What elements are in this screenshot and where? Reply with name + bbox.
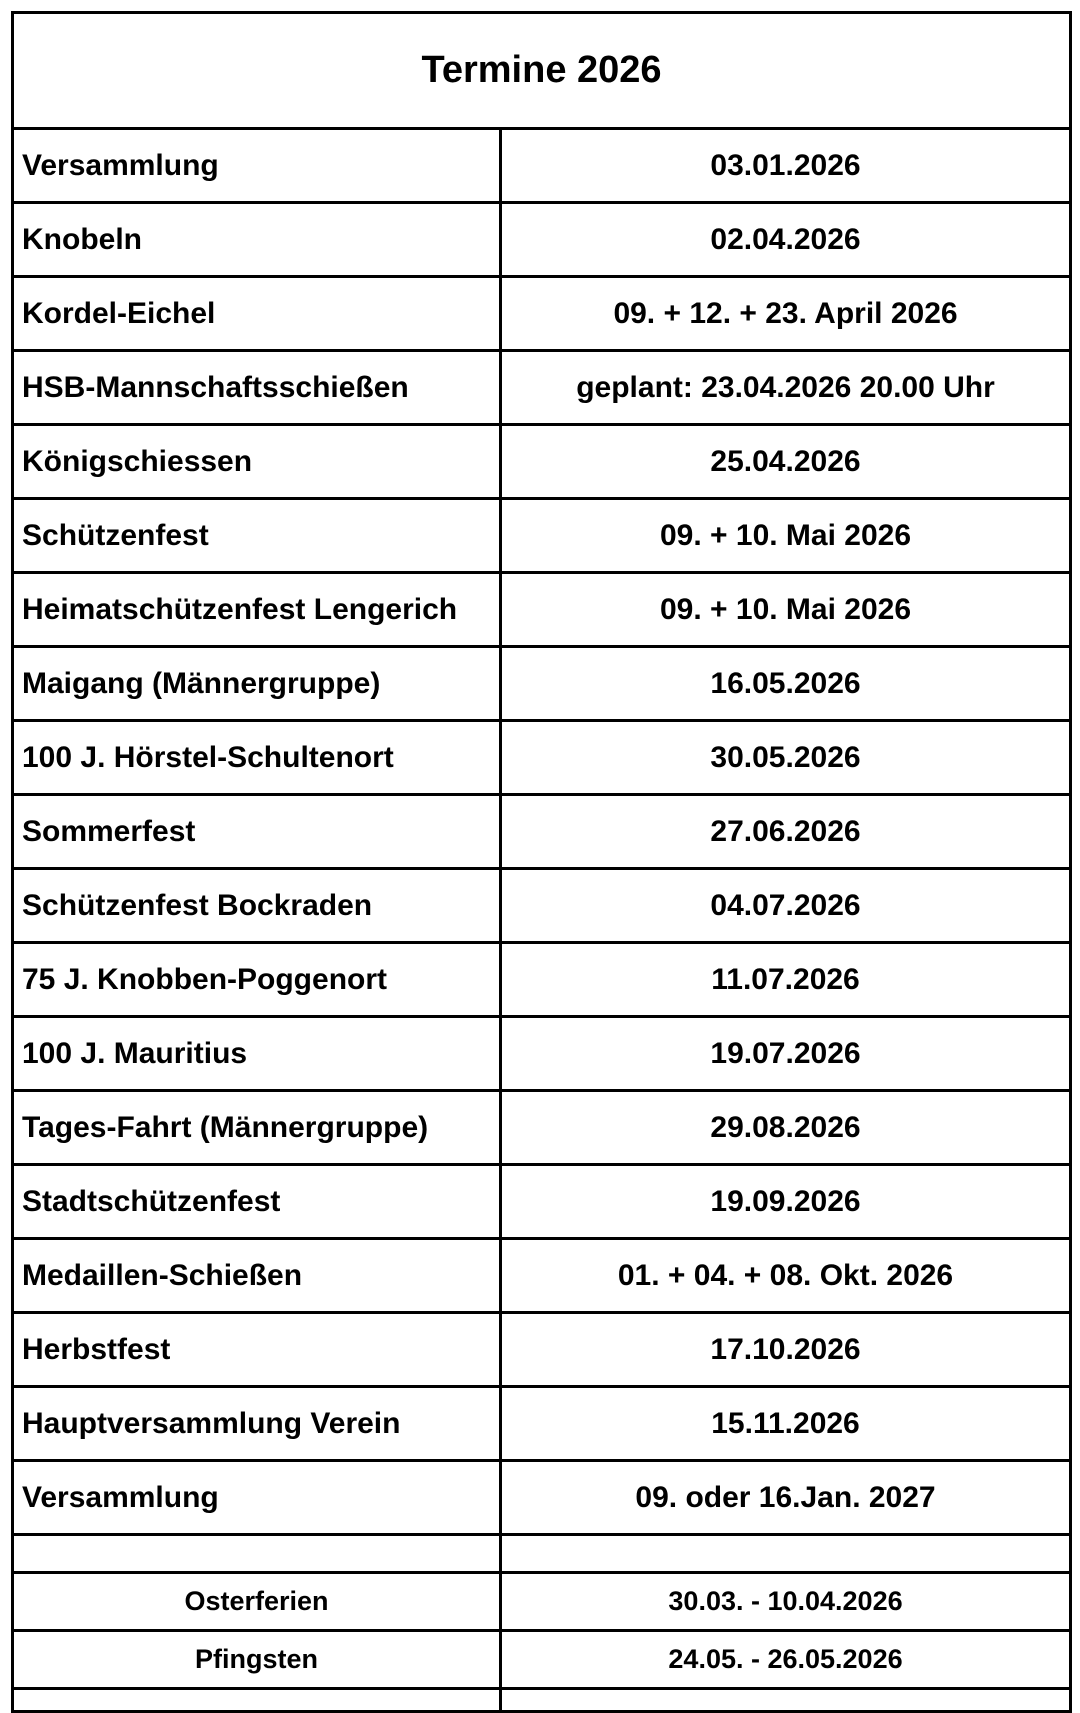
event-date: geplant: 23.04.2026 20.00 Uhr [501, 351, 1071, 425]
event-date: 30.05.2026 [501, 721, 1071, 795]
event-date: 11.07.2026 [501, 943, 1071, 1017]
event-row [13, 943, 1071, 1017]
event-row [13, 721, 1071, 795]
event-name: Versammlung [13, 129, 501, 203]
event-row [13, 1239, 1071, 1313]
empty-cell [13, 1689, 501, 1712]
event-name: Heimatschützenfest Lengerich [13, 573, 501, 647]
event-name: Maigang (Männergruppe) [13, 647, 501, 721]
spacer-row [13, 1535, 1071, 1573]
event-name: Herbstfest [13, 1313, 501, 1387]
event-row [13, 351, 1071, 425]
event-date: 19.07.2026 [501, 1017, 1071, 1091]
event-row [13, 869, 1071, 943]
event-row [13, 1387, 1071, 1461]
holiday-row [13, 1573, 1071, 1631]
event-name: Knobeln [13, 203, 501, 277]
event-date: 17.10.2026 [501, 1313, 1071, 1387]
event-name: 100 J. Mauritius [13, 1017, 501, 1091]
event-name: Schützenfest Bockraden [13, 869, 501, 943]
event-name: Schützenfest [13, 499, 501, 573]
event-date: 04.07.2026 [501, 869, 1071, 943]
event-name: Kordel-Eichel [13, 277, 501, 351]
page-title: Termine 2026 [13, 13, 1071, 129]
holiday-name: Pfingsten [13, 1631, 501, 1689]
event-name: Stadtschützenfest [13, 1165, 501, 1239]
event-row [13, 277, 1071, 351]
event-date: 27.06.2026 [501, 795, 1071, 869]
event-row [13, 1461, 1071, 1535]
event-name: 100 J. Hörstel-Schultenort [13, 721, 501, 795]
holiday-name: Osterferien [13, 1573, 501, 1631]
event-date: 03.01.2026 [501, 129, 1071, 203]
event-date: 01. + 04. + 08. Okt. 2026 [501, 1239, 1071, 1313]
title-row [13, 13, 1071, 129]
event-row [13, 1017, 1071, 1091]
event-row [13, 1313, 1071, 1387]
event-date: 19.09.2026 [501, 1165, 1071, 1239]
event-name: HSB-Mannschaftsschießen [13, 351, 501, 425]
event-date: 09. + 10. Mai 2026 [501, 573, 1071, 647]
event-row [13, 1165, 1071, 1239]
event-row [13, 425, 1071, 499]
schedule-table [11, 11, 1072, 1713]
event-row [13, 647, 1071, 721]
event-row [13, 499, 1071, 573]
event-name: Sommerfest [13, 795, 501, 869]
event-date: 15.11.2026 [501, 1387, 1071, 1461]
event-date: 25.04.2026 [501, 425, 1071, 499]
event-name: 75 J. Knobben-Poggenort [13, 943, 501, 1017]
event-row [13, 795, 1071, 869]
event-name: Hauptversammlung Verein [13, 1387, 501, 1461]
event-row [13, 1091, 1071, 1165]
holiday-date: 30.03. - 10.04.2026 [501, 1573, 1071, 1631]
empty-cell [13, 1535, 501, 1573]
event-row [13, 129, 1071, 203]
event-date: 29.08.2026 [501, 1091, 1071, 1165]
event-date: 16.05.2026 [501, 647, 1071, 721]
event-row [13, 573, 1071, 647]
event-date: 09. + 12. + 23. April 2026 [501, 277, 1071, 351]
event-date: 09. oder 16.Jan. 2027 [501, 1461, 1071, 1535]
empty-cell [501, 1535, 1071, 1573]
event-name: Medaillen-Schießen [13, 1239, 501, 1313]
holiday-row [13, 1631, 1071, 1689]
event-row [13, 203, 1071, 277]
schedule-body [13, 13, 1071, 1712]
event-date: 02.04.2026 [501, 203, 1071, 277]
event-name: Königschiessen [13, 425, 501, 499]
event-name: Tages-Fahrt (Männergruppe) [13, 1091, 501, 1165]
partial-row [13, 1689, 1071, 1712]
empty-cell [501, 1689, 1071, 1712]
event-name: Versammlung [13, 1461, 501, 1535]
holiday-date: 24.05. - 26.05.2026 [501, 1631, 1071, 1689]
event-date: 09. + 10. Mai 2026 [501, 499, 1071, 573]
